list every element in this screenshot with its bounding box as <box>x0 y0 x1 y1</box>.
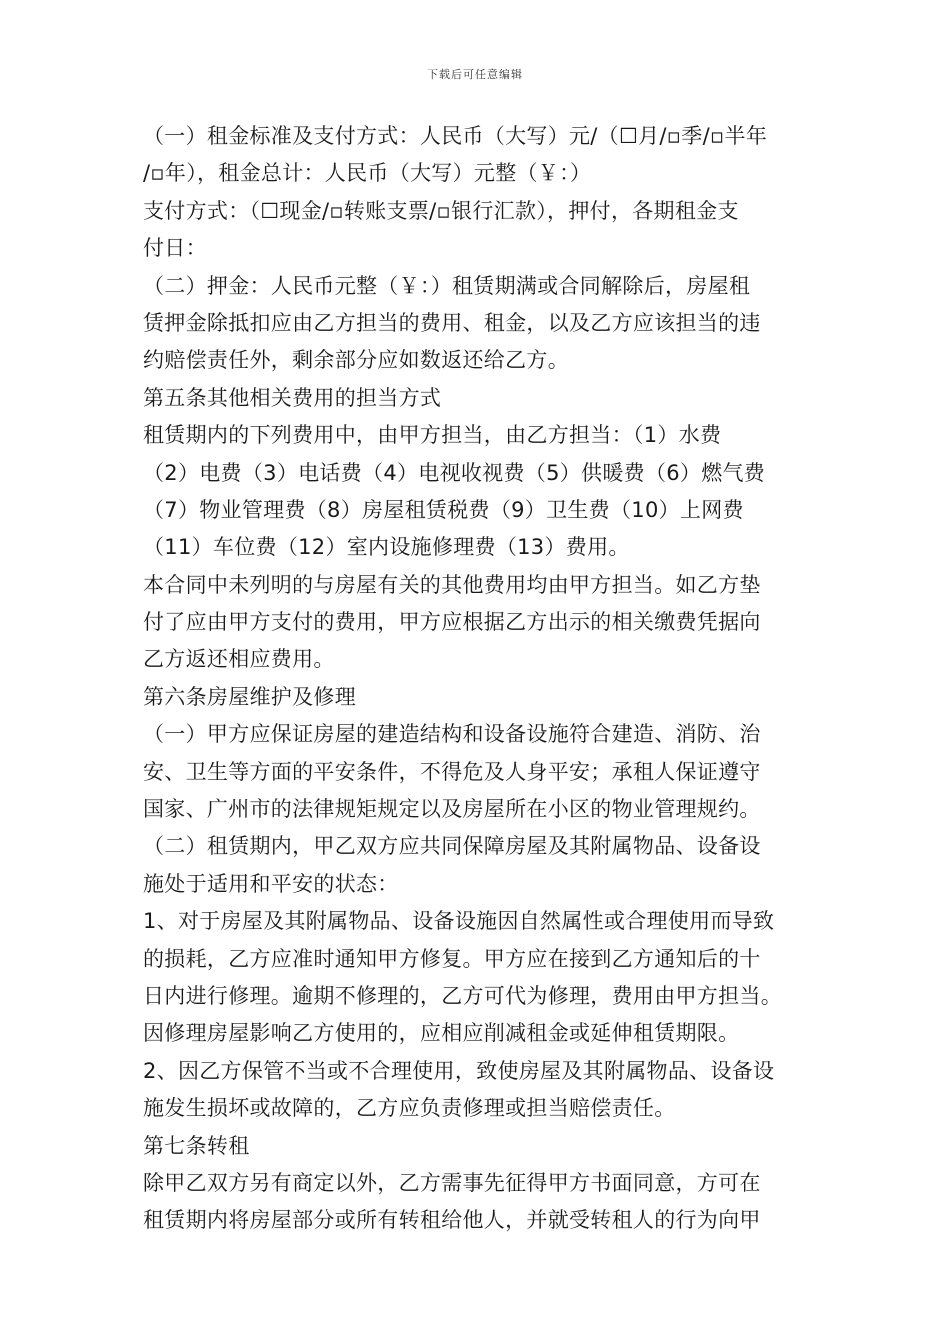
text-line: 国家、广州市的法律规矩规定以及房屋所在小区的物业管理规约。 <box>143 797 761 822</box>
text-line: 租赁期内将房屋部分或所有转租给他人，并就受转租人的行为向甲 <box>143 1208 761 1233</box>
text-line: 因修理房屋影响乙方使用的，应相应削减租金或延伸租赁期限。 <box>143 1021 740 1046</box>
section-heading: 第七条转租 <box>143 1133 250 1158</box>
text-line: （二）押金：人民币元整（￥：）租赁期满或合同解除后，房屋租 <box>143 273 751 298</box>
text-line: /▫年），租金总计：人民币（大写）元整（￥：） <box>143 161 592 186</box>
text-line: 的损耗，乙方应准时通知甲方修复。甲方应在接到乙方通知后的十 <box>143 946 761 971</box>
text-line: 1、对于房屋及其附属物品、设备设施因自然属性或合理使用而导致 <box>143 909 775 934</box>
text-line: 付日： <box>143 236 207 261</box>
text-line: 支付方式：（☐现金/▫转账支票/▫银行汇款），押付，各期租金支 <box>143 198 739 223</box>
text-line: （一）甲方应保证房屋的建造结构和设备设施符合建造、消防、治 <box>143 722 761 747</box>
text-line: （2）电费（3）电话费（4）电视收视费（5）供暖费（6）燃气费 <box>143 460 766 485</box>
text-line: （11）车位费（12）室内设施修理费（13）费用。 <box>143 535 630 560</box>
text-line: 施发生损坏或故障的，乙方应负责修理或担当赔偿责任。 <box>143 1096 676 1121</box>
text-line: （一）租金标准及支付方式：人民币（大写）元/（☐月/▫季/▫半年 <box>143 124 768 148</box>
text-line: （7）物业管理费（8）房屋租赁税费（9）卫生费（10）上网费 <box>143 497 744 522</box>
text-line: 安、卫生等方面的平安条件，不得危及人身平安；承租人保证遵守 <box>143 759 761 784</box>
text-line: 2、因乙方保管不当或不合理使用，致使房屋及其附属物品、设备设 <box>143 1058 775 1083</box>
document-body <box>143 118 833 1240</box>
text-line: 除甲乙双方另有商定以外，乙方需事先征得甲方书面同意，方可在 <box>143 1170 761 1195</box>
text-line: 赁押金除抵扣应由乙方担当的费用、租金，以及乙方应该担当的违 <box>143 310 761 335</box>
section-heading: 第六条房屋维护及修理 <box>143 684 356 709</box>
text-line: 施处于适用和平安的状态： <box>143 871 399 896</box>
text-line: （二）租赁期内，甲乙双方应共同保障房屋及其附属物品、设备设 <box>143 834 761 859</box>
text-line: 乙方返还相应费用。 <box>143 647 335 672</box>
text-line: 租赁期内的下列费用中，由甲方担当，由乙方担当：（1）水费 <box>143 423 722 448</box>
page-header: 下载后可任意编辑 <box>427 68 523 81</box>
section-heading: 第五条其他相关费用的担当方式 <box>143 385 442 410</box>
text-line: 约赔偿责任外，剩余部分应如数返还给乙方。 <box>143 348 569 373</box>
text-line: 本合同中未列明的与房屋有关的其他费用均由甲方担当。如乙方垫 <box>143 572 761 597</box>
text-line: 付了应由甲方支付的费用，甲方应根据乙方出示的相关缴费凭据向 <box>143 610 761 635</box>
text-line: 日内进行修理。逾期不修理的，乙方可代为修理，费用由甲方担当。 <box>143 983 782 1008</box>
